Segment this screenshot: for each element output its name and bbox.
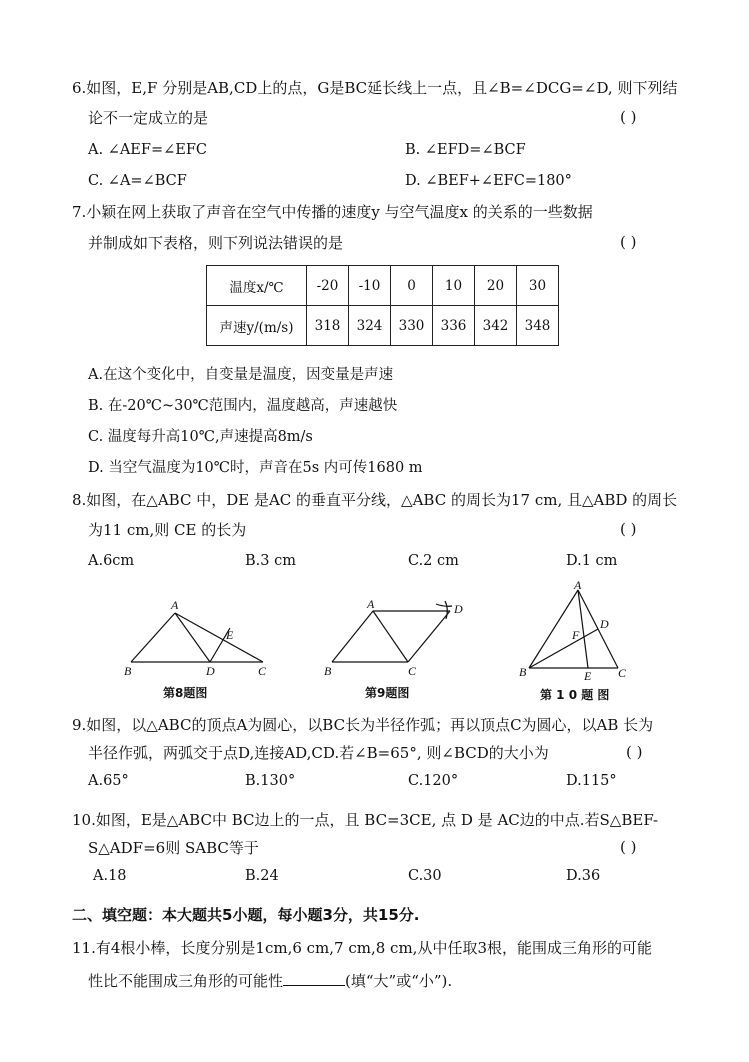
segment-ab bbox=[131, 613, 175, 662]
table-cell: 0 bbox=[391, 266, 433, 306]
figure-10-triangle bbox=[512, 580, 632, 685]
q9-option-a: A.65° bbox=[88, 773, 129, 789]
table-cell: 30 bbox=[517, 266, 559, 306]
point-label-e: E bbox=[226, 628, 234, 642]
segment-ab bbox=[332, 611, 373, 662]
q8-answer-paren: ( ) bbox=[620, 520, 637, 538]
segment-cd bbox=[408, 611, 450, 662]
point-label-c: C bbox=[618, 666, 627, 680]
q7-option-a: A.在这个变化中，自变量是温度，因变量是声速 bbox=[88, 367, 394, 383]
q10-option-b: B.24 bbox=[245, 868, 279, 884]
segment-ad bbox=[175, 613, 210, 662]
q7-option-b: B. 在-20℃~30℃范围内，温度越高，声速越快 bbox=[88, 398, 398, 414]
segment-ac bbox=[175, 613, 263, 662]
q6-line2: 论不一定成立的是 bbox=[88, 109, 209, 127]
point-label-d: D bbox=[454, 602, 463, 616]
q6-option-d: D. ∠BEF+∠EFC=180° bbox=[405, 173, 572, 189]
q9-line1: 9.如图，以△ABC的顶点A为圆心，以BC长为半径作弧；再以顶点C为圆心，以AB 长为 bbox=[72, 716, 654, 734]
table-cell: -20 bbox=[307, 266, 349, 306]
q10-option-d: D.36 bbox=[566, 868, 601, 884]
q10-line2: S△ADF=6则 SABC等于 bbox=[88, 839, 259, 857]
q6-option-a: A. ∠AEF=∠EFC bbox=[88, 142, 207, 158]
q7-option-c: C. 温度每升高10℃,声速提高8m/s bbox=[88, 429, 313, 445]
q6-option-c: C. ∠A=∠BCF bbox=[88, 173, 187, 189]
q7-answer-paren: ( ) bbox=[620, 233, 637, 251]
q9-answer-paren: ( ) bbox=[626, 743, 643, 761]
point-label-e: E bbox=[584, 669, 592, 683]
q8-option-c: C.2 cm bbox=[408, 553, 459, 569]
q8-line1: 8.如图，在△ABC 中，DE 是AC 的垂直平分线，△ABC 的周长为17 cm, 且△ABD 的周长 bbox=[72, 491, 678, 509]
arc-mark-1 bbox=[436, 604, 452, 606]
q10-line1: 10.如图，E是△ABC中 BC边上的一点，且 BC=3CE, 点 D 是 AC边的中点.若S△BEF- bbox=[72, 811, 659, 829]
point-label-b: B bbox=[324, 664, 332, 678]
point-label-b: B bbox=[519, 665, 527, 679]
segment-ab bbox=[529, 590, 578, 668]
q6-answer-paren: ( ) bbox=[620, 108, 637, 126]
table-row bbox=[207, 266, 559, 306]
q10-option-a: A.18 bbox=[93, 868, 127, 884]
figure-9-caption: 第9题图 bbox=[365, 686, 410, 700]
table-cell: 318 bbox=[307, 306, 349, 346]
q11-line2-text: 性比不能围成三角形的可能性 bbox=[88, 972, 284, 990]
table-cell: 10 bbox=[433, 266, 475, 306]
figure-10-caption: 第 1 0 题 图 bbox=[540, 688, 610, 702]
q7-line1: 7.小颖在网上获取了声音在空气中传播的速度y 与空气温度x 的关系的一些数据 bbox=[72, 203, 593, 221]
section-2-title: 二、填空题：本大题共5小题，每小题3分，共15分. bbox=[72, 906, 420, 924]
table-cell: 342 bbox=[475, 306, 517, 346]
q6-option-b: B. ∠EFD=∠BCF bbox=[405, 142, 526, 158]
figure-8-triangle bbox=[118, 595, 278, 685]
figure-8-caption: 第8题图 bbox=[163, 686, 208, 700]
point-label-a: A bbox=[574, 580, 582, 592]
point-label-a: A bbox=[171, 598, 179, 612]
table-cell: 336 bbox=[433, 306, 475, 346]
q9-option-b: B.130° bbox=[245, 773, 296, 789]
segment-ac bbox=[373, 611, 408, 662]
q7-option-d: D. 当空气温度为10℃时，声音在5s 内可传1680 m bbox=[88, 460, 423, 476]
q8-line2: 为11 cm,则 CE 的长为 bbox=[88, 521, 247, 539]
table-header-temperature: 温度x/℃ bbox=[207, 266, 307, 306]
q9-option-d: D.115° bbox=[566, 773, 617, 789]
q11-line2 bbox=[88, 970, 452, 991]
q9-option-c: C.120° bbox=[408, 773, 459, 789]
table-row bbox=[207, 306, 559, 346]
figure-9-parallelogram bbox=[318, 595, 473, 685]
point-label-a: A bbox=[367, 597, 375, 611]
q6-line1: 6.如图，E,F 分别是AB,CD上的点，G是BC延长线上一点，且∠B=∠DCG=∠D, 则下列结 bbox=[72, 79, 678, 97]
table-cell: 330 bbox=[391, 306, 433, 346]
segment-ae bbox=[578, 590, 588, 668]
q11-answer-blank[interactable] bbox=[283, 970, 345, 986]
table-cell: 348 bbox=[517, 306, 559, 346]
q7-data-table bbox=[206, 265, 559, 346]
table-cell: -10 bbox=[349, 266, 391, 306]
table-cell: 324 bbox=[349, 306, 391, 346]
point-label-b: B bbox=[124, 664, 132, 678]
q11-line1: 11.有4根小棒，长度分别是1cm,6 cm,7 cm,8 cm,从中任取3根，能围成三角形的可能 bbox=[72, 939, 652, 957]
point-label-c: C bbox=[258, 664, 267, 678]
point-label-d: D bbox=[206, 664, 215, 678]
q7-line2: 并制成如下表格，则下列说法错误的是 bbox=[88, 234, 344, 252]
q10-option-c: C.30 bbox=[408, 868, 442, 884]
point-label-c: C bbox=[408, 664, 417, 678]
table-cell: 20 bbox=[475, 266, 517, 306]
point-label-f: F bbox=[572, 628, 580, 642]
q8-option-b: B.3 cm bbox=[245, 553, 296, 569]
q8-option-d: D.1 cm bbox=[566, 553, 618, 569]
table-header-speed: 声速y/(m/s) bbox=[207, 306, 307, 346]
q11-line2-hint: (填“大”或“小”). bbox=[345, 972, 453, 990]
q9-line2: 半径作弧，两弧交于点D,连接AD,CD.若∠B=65°, 则∠BCD的大小为 bbox=[88, 744, 549, 762]
point-label-d: D bbox=[600, 617, 609, 631]
q10-answer-paren: ( ) bbox=[620, 838, 637, 856]
q8-option-a: A.6cm bbox=[88, 553, 135, 569]
